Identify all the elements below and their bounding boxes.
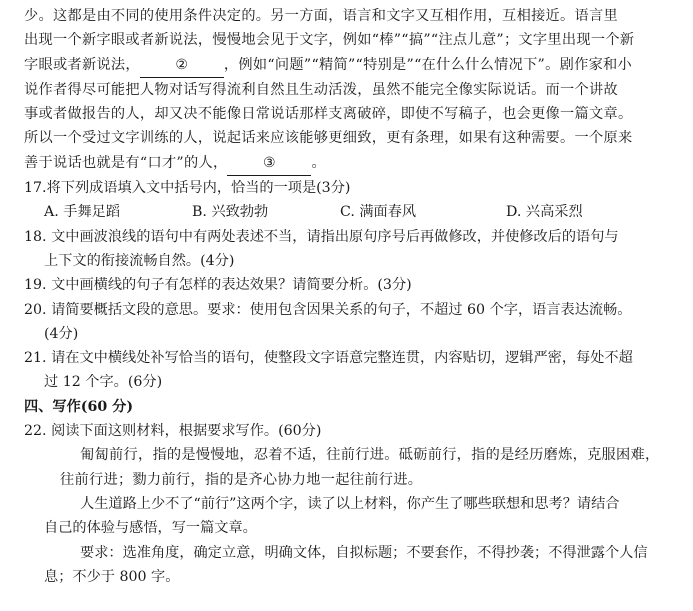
section-title-writing: 四、写作(60 分) bbox=[24, 398, 134, 415]
question-22-stem: 22. 阅读下面这则材料，根据要求写作。(60分) bbox=[24, 423, 322, 440]
passage-line-6: 所以一个受过文字训练的人，说起话来应该能够更细致，更有条理，如果有这种需要。一个原来 bbox=[24, 130, 633, 147]
requirements-line-2: 息；不少于 800 字。 bbox=[44, 568, 180, 585]
answer-blank-2[interactable]: ② bbox=[140, 53, 224, 78]
question-20-line-1: 20. 请简要概括文段的意思。要求：使用包含因果关系的句子，不超过 60 个字，语言表达流畅。 bbox=[24, 301, 632, 318]
requirements-line-1: 要求：选准角度，确定立意，明确文体，自拟标题；不要套作，不得抄袭；不得泄露个人信 bbox=[80, 544, 648, 561]
prompt-line-1: 人生道路上少不了“前行”这两个字，读了以上材料，你产生了哪些联想和思考？请结合 bbox=[80, 495, 620, 512]
passage-text: 善于说话也就是有“口才”的人， bbox=[24, 154, 228, 171]
question-17-stem: 17.将下列成语填入文中括号内，恰当的一项是(3分) bbox=[24, 180, 351, 197]
passage-text: ，例如“问题”“精简”“特别是”“在什么什么情况下”。剧作家和小 bbox=[223, 56, 633, 73]
passage-line-3 bbox=[24, 53, 674, 78]
question-18-line-2: 上下文的衔接流畅自然。(4分) bbox=[44, 252, 235, 269]
passage-line-5: 事或者做报告的人，却又决不能像日常说话那样支离破碎，即使不写稿子，也会更像一篇文章。 bbox=[24, 106, 633, 123]
passage-text: 字眼或者新说法， bbox=[24, 56, 140, 73]
exam-page bbox=[24, 4, 674, 589]
option-a[interactable]: A. 手舞足蹈 bbox=[44, 204, 121, 221]
material-line-2: 往前行进；勠力前行，指的是齐心协力地一起往前行进。 bbox=[60, 471, 423, 488]
passage-text: 。 bbox=[311, 154, 326, 171]
prompt-line-2: 自己的体验与感悟，写一篇文章。 bbox=[44, 520, 257, 537]
passage-line-1: 少。这都是由不同的使用条件决定的。另一方面，语言和文字又互相作用，互相接近。语言里 bbox=[24, 8, 618, 24]
material-line-1: 匍匐前行，指的是慢慢地，忍着不适，往前行进。砥砺前行，指的是经历磨炼，克服困难， bbox=[80, 447, 660, 464]
answer-blank-3[interactable]: ③ bbox=[227, 151, 311, 176]
passage-line-7 bbox=[24, 151, 674, 176]
question-17-options bbox=[24, 200, 674, 224]
option-d[interactable]: D. 兴高采烈 bbox=[506, 204, 583, 221]
question-20-line-2: (4分) bbox=[44, 325, 79, 342]
passage-line-4: 说作者得尽可能把人物对话写得流利自然且生动活泼，虽然不能完全像实际说话。而一个讲故 bbox=[24, 81, 618, 98]
option-b[interactable]: B. 兴致勃勃 bbox=[192, 204, 269, 221]
question-18-line-1: 18. 文中画波浪线的语句中有两处表述不当，请指出原句序号后再做修改，并使修改后的语句与 bbox=[24, 228, 619, 245]
passage-line-2: 出现一个新字眼或者新说法，慢慢地会见于文字，例如“棒”“搞”“注点儿意”；文字里出现一个新 bbox=[24, 32, 635, 49]
question-21-line-2: 过 12 个字。(6分) bbox=[44, 374, 163, 391]
question-21-line-1: 21. 请在文中横线处补写恰当的语句，使整段文字语意完整连贯，内容贴切，逻辑严密，每处不超 bbox=[24, 350, 633, 367]
question-19: 19. 文中画横线的句子有怎样的表达效果？请简要分析。(3分) bbox=[24, 277, 412, 294]
option-c[interactable]: C. 满面春风 bbox=[340, 204, 417, 221]
